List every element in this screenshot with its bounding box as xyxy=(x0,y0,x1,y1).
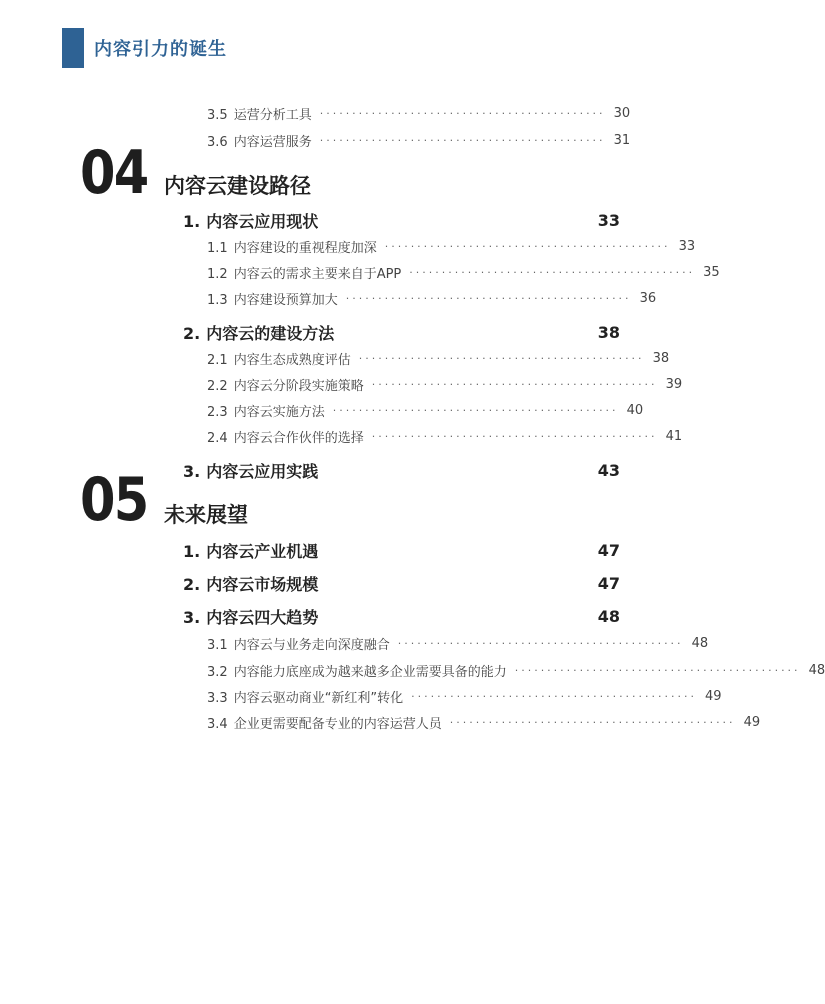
toc-item-number: 2.3 xyxy=(207,405,228,420)
toc-section[interactable] xyxy=(0,539,710,562)
toc-item-number: 3.6 xyxy=(207,135,228,150)
dot-leader: ············································ xyxy=(514,664,801,677)
toc-item-title: 内容建设预算加大 xyxy=(233,293,338,308)
toc-item-page: 40 xyxy=(626,403,644,418)
dot-leader: ············································ xyxy=(449,716,736,729)
page-header xyxy=(62,28,227,68)
toc-item[interactable] xyxy=(0,687,722,706)
toc-item[interactable] xyxy=(0,375,710,394)
dot-leader: ············································ xyxy=(345,292,632,305)
toc-section-page: 47 xyxy=(597,574,620,593)
toc-item-title: 内容能力底座成为越来越多企业需要具备的能力 xyxy=(233,665,507,680)
toc-section-page: 33 xyxy=(597,211,620,230)
toc-item-number: 3.3 xyxy=(207,691,228,706)
toc-item-number: 2.2 xyxy=(207,379,228,394)
toc-section-number: 1. xyxy=(183,212,201,231)
toc-section-number: 2. xyxy=(183,324,201,343)
toc-section-title: 内容云产业机遇 xyxy=(206,542,319,561)
toc-item-title: 运营分析工具 xyxy=(233,108,312,123)
dot-leader: ············································ xyxy=(397,637,684,650)
dot-leader: ············································ xyxy=(358,352,645,365)
toc-item-page: 41 xyxy=(665,429,683,444)
toc-item-page: 33 xyxy=(678,239,696,254)
toc-item-page: 36 xyxy=(639,291,657,306)
toc-item-number: 3.1 xyxy=(207,638,228,653)
toc-section-number: 1. xyxy=(183,542,201,561)
chapter-number: 05 xyxy=(80,465,148,535)
toc-item-page: 48 xyxy=(691,636,709,651)
toc-item-page: 30 xyxy=(613,106,631,121)
toc-section[interactable] xyxy=(0,572,710,595)
toc-section-page: 48 xyxy=(597,607,620,626)
toc-item-title: 内容云合作伙伴的选择 xyxy=(233,431,364,446)
toc-item-number: 3.4 xyxy=(207,717,228,732)
toc-item-page: 31 xyxy=(613,133,631,148)
header-accent-block xyxy=(62,28,84,68)
toc-section-page: 43 xyxy=(597,461,620,480)
toc-item[interactable] xyxy=(0,263,720,282)
toc-item-page: 48 xyxy=(808,663,825,678)
toc-item-title: 内容云驱动商业“新红利”转化 xyxy=(233,691,404,706)
toc-section[interactable] xyxy=(0,605,710,628)
toc-item-title: 内容云实施方法 xyxy=(233,405,325,420)
chapter-title[interactable]: 未来展望 xyxy=(164,503,248,527)
toc-section-title: 内容云的建设方法 xyxy=(206,324,335,343)
toc-item-title: 内容运营服务 xyxy=(233,135,312,150)
toc-section-number: 3. xyxy=(183,608,201,627)
toc-item-title: 内容建设的重视程度加深 xyxy=(233,241,377,256)
dot-leader: ············································ xyxy=(332,404,619,417)
toc-section[interactable] xyxy=(0,321,710,344)
toc-item-page: 35 xyxy=(703,265,720,280)
toc-section-page: 47 xyxy=(597,541,620,560)
toc-section-title: 内容云应用实践 xyxy=(206,462,319,481)
header-title: 内容引力的诞生 xyxy=(94,39,227,60)
toc-item-title: 内容云分阶段实施策略 xyxy=(233,379,364,394)
toc-section-title: 内容云应用现状 xyxy=(206,212,319,231)
toc-section-number: 3. xyxy=(183,462,201,481)
dot-leader: ············································ xyxy=(384,240,671,253)
toc-item-number: 3.5 xyxy=(207,108,228,123)
toc-item[interactable] xyxy=(0,427,710,446)
toc-item[interactable] xyxy=(0,349,710,368)
toc-section-title: 内容云市场规模 xyxy=(206,575,319,594)
toc-item-page: 49 xyxy=(705,689,722,704)
chapter-number: 04 xyxy=(80,138,148,208)
chapter-title[interactable]: 内容云建设路径 xyxy=(164,174,311,198)
dot-leader: ············································ xyxy=(371,430,658,443)
toc-item-title: 内容云的需求主要来自于APP xyxy=(233,267,402,282)
toc-item-number: 1.2 xyxy=(207,267,228,282)
toc-item-page: 49 xyxy=(743,715,761,730)
toc-item[interactable] xyxy=(0,661,825,680)
toc-section-number: 2. xyxy=(183,575,201,594)
dot-leader: ············································ xyxy=(319,107,606,120)
toc-item[interactable] xyxy=(0,104,710,123)
toc-section-page: 38 xyxy=(597,323,620,342)
toc-item-title: 内容云与业务走向深度融合 xyxy=(233,638,390,653)
dot-leader: ············································ xyxy=(411,690,698,703)
toc-item-page: 39 xyxy=(665,377,683,392)
toc-item-page: 38 xyxy=(652,351,670,366)
toc-item[interactable] xyxy=(0,713,761,732)
dot-leader: ············································ xyxy=(409,266,696,279)
toc-item[interactable] xyxy=(0,289,710,308)
dot-leader: ············································ xyxy=(371,378,658,391)
toc-item-number: 2.1 xyxy=(207,353,228,368)
toc-item-number: 2.4 xyxy=(207,431,228,446)
toc-item-number: 3.2 xyxy=(207,665,228,680)
toc-section-title: 内容云四大趋势 xyxy=(206,608,319,627)
toc-section[interactable] xyxy=(0,209,710,232)
toc-item-title: 内容生态成熟度评估 xyxy=(233,353,351,368)
toc-item-number: 1.3 xyxy=(207,293,228,308)
toc-item[interactable] xyxy=(0,634,710,653)
toc-item[interactable] xyxy=(0,237,710,256)
toc-item[interactable] xyxy=(0,401,710,420)
toc-item-title: 企业更需要配备专业的内容运营人员 xyxy=(233,717,442,732)
dot-leader: ············································ xyxy=(319,134,606,147)
toc-item-number: 1.1 xyxy=(207,241,228,256)
